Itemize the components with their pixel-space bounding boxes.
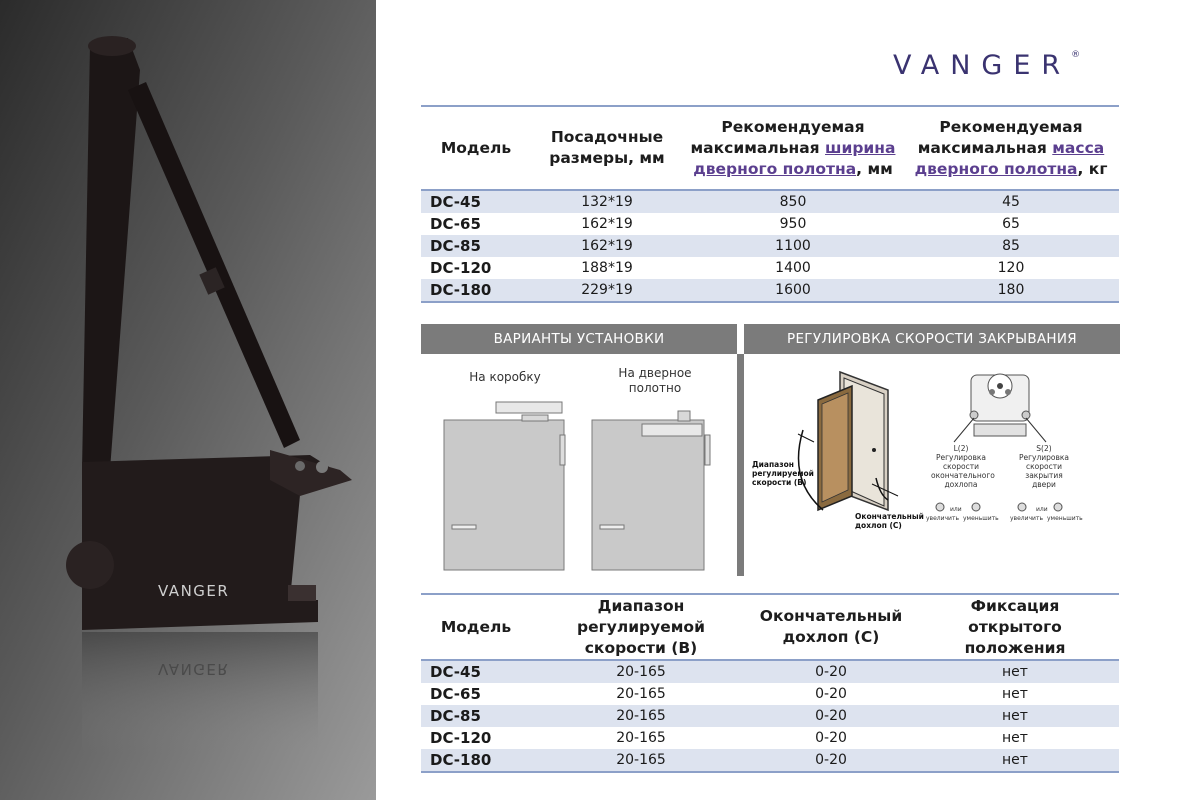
l2-decrease: уменьшить bbox=[963, 515, 999, 522]
cell-model: DC-120 bbox=[430, 259, 492, 277]
cell-hold: нет bbox=[911, 705, 1119, 727]
s2-desc-l4: двери bbox=[1032, 480, 1056, 489]
range-label-l3: скорости (B) bbox=[752, 478, 807, 487]
table-row bbox=[421, 683, 1119, 705]
final-slam-label-l2: дохлоп (C) bbox=[855, 521, 902, 530]
table-row bbox=[421, 190, 1119, 213]
l2-desc-l3: окончательного bbox=[931, 471, 995, 480]
header-mount-size bbox=[531, 106, 683, 190]
cell-size: 132*19 bbox=[531, 190, 683, 213]
frame-mount-label: На коробку bbox=[469, 370, 541, 384]
cell-hold: нет bbox=[911, 749, 1119, 772]
speed-adjust-bar: РЕГУЛИРОВКА СКОРОСТИ ЗАКРЫВАНИЯ bbox=[744, 324, 1120, 354]
cell-range: 20-165 bbox=[616, 730, 666, 746]
cell-size: 162*19 bbox=[581, 216, 633, 232]
l2-desc-l2: скорости bbox=[943, 462, 979, 471]
cell-mass: 45 bbox=[903, 190, 1119, 213]
header-hold-open-l2: открытого bbox=[968, 617, 1062, 636]
header-max-width-l2a: максимальная bbox=[690, 138, 826, 157]
header-final-slam-l1: Окончательный bbox=[759, 607, 903, 625]
header-max-width-l1: Рекомендуемая bbox=[721, 117, 865, 136]
l2-or: или bbox=[950, 506, 962, 513]
final-slam-label bbox=[855, 512, 924, 530]
range-label-l2: регулируемой bbox=[752, 469, 814, 478]
s2-decrease: уменьшить bbox=[1047, 515, 1083, 522]
l2-increase: увеличить bbox=[926, 515, 959, 522]
table-row bbox=[421, 213, 1119, 235]
cell-model: DC-45 bbox=[421, 660, 531, 683]
header-final-slam bbox=[751, 594, 911, 660]
cell-range: 20-165 bbox=[531, 660, 751, 683]
cell-range: 20-165 bbox=[531, 705, 751, 727]
s2-title: S(2) bbox=[1036, 444, 1052, 453]
install-options-drawing bbox=[430, 395, 730, 575]
header-speed-range-l2: регулируемой bbox=[577, 617, 705, 636]
cell-width: 950 bbox=[779, 216, 807, 232]
cell-model: DC-180 bbox=[421, 279, 531, 302]
cell-mass: 85 bbox=[903, 235, 1119, 257]
door-mount-label-l1: На дверное bbox=[618, 366, 692, 380]
cell-model: DC-65 bbox=[430, 685, 481, 703]
product-logo-reflection: VANGER bbox=[158, 660, 230, 678]
dimensions-table bbox=[421, 105, 1119, 303]
cell-model: DC-120 bbox=[430, 729, 492, 747]
l2-desc-l1: Регулировка bbox=[935, 453, 987, 462]
cell-model: DC-85 bbox=[421, 705, 531, 727]
s2-increase: увеличить bbox=[1010, 515, 1043, 522]
header-speed-range-l1: Диапазон bbox=[597, 596, 685, 615]
s2-adjust-label bbox=[1014, 444, 1074, 489]
header-max-width-l3a: дверного полотна bbox=[693, 159, 857, 178]
product-photo bbox=[0, 0, 376, 800]
header-model: Модель bbox=[440, 138, 512, 157]
header-hold-open bbox=[911, 594, 1119, 660]
header-max-mass-l1: Рекомендуемая bbox=[939, 117, 1083, 136]
table-row bbox=[421, 749, 1119, 772]
table-row bbox=[421, 727, 1119, 749]
range-label-l1: Диапазон bbox=[752, 460, 794, 469]
cell-model: DC-65 bbox=[430, 215, 481, 233]
cell-final: 0-20 bbox=[751, 749, 911, 772]
l2-adjust-label bbox=[931, 444, 995, 489]
cell-width: 850 bbox=[683, 190, 903, 213]
header-max-mass-l2a: максимальная bbox=[917, 138, 1053, 157]
l2-desc-l4: дохлопа bbox=[944, 480, 978, 489]
cell-width: 1100 bbox=[683, 235, 903, 257]
header-max-mass-l2b: масса bbox=[1052, 138, 1105, 157]
header-max-width-l3b: , мм bbox=[856, 159, 893, 178]
header-hold-open-l3: положения bbox=[964, 638, 1066, 657]
cell-model: DC-180 bbox=[421, 749, 531, 772]
table-row bbox=[421, 705, 1119, 727]
table-row bbox=[421, 279, 1119, 302]
cell-size: 188*19 bbox=[581, 260, 633, 276]
table-row bbox=[421, 257, 1119, 279]
s2-desc-l1: Регулировка bbox=[1018, 453, 1070, 462]
header-speed-range-l3: скорости (В) bbox=[584, 638, 698, 657]
header-hold-open-l1: Фиксация bbox=[970, 596, 1060, 615]
header-mount-size-l2: размеры, мм bbox=[549, 149, 665, 167]
cell-size: 162*19 bbox=[531, 235, 683, 257]
header-final-slam-l2: дохлоп (С) bbox=[782, 628, 880, 646]
cell-width: 1600 bbox=[683, 279, 903, 302]
header-mount-size-l1: Посадочные bbox=[550, 128, 664, 146]
header-max-width-l2b: ширина bbox=[825, 138, 896, 157]
cell-final: 0-20 bbox=[751, 705, 911, 727]
door-mount-label-l2: полотно bbox=[628, 381, 682, 395]
cell-range: 20-165 bbox=[616, 686, 666, 702]
cell-mass: 120 bbox=[997, 260, 1025, 276]
header-max-mass-l3a: дверного полотна bbox=[914, 159, 1078, 178]
cell-size: 229*19 bbox=[531, 279, 683, 302]
cell-final: 0-20 bbox=[751, 660, 911, 683]
table-row bbox=[421, 235, 1119, 257]
cell-final: 0-20 bbox=[815, 730, 847, 746]
door-mount-label bbox=[600, 366, 710, 396]
s2-or: или bbox=[1036, 506, 1048, 513]
cell-model: DC-45 bbox=[421, 190, 531, 213]
cell-mass: 180 bbox=[903, 279, 1119, 302]
cell-hold: нет bbox=[1002, 730, 1028, 746]
header-max-mass-l3b: , кг bbox=[1077, 159, 1108, 178]
table-row bbox=[421, 660, 1119, 683]
brand-logo-text: VANGER bbox=[893, 50, 1072, 81]
l2-title: L(2) bbox=[953, 444, 969, 453]
cell-mass: 65 bbox=[1002, 216, 1020, 232]
s2-desc-l2: скорости bbox=[1026, 462, 1062, 471]
cell-hold: нет bbox=[911, 660, 1119, 683]
registered-mark: ® bbox=[1071, 50, 1081, 60]
header-max-mass bbox=[903, 106, 1119, 190]
speed-table bbox=[421, 593, 1119, 773]
cell-final: 0-20 bbox=[815, 686, 847, 702]
product-logo: VANGER bbox=[158, 582, 230, 600]
cell-model: DC-85 bbox=[421, 235, 531, 257]
brand-logo bbox=[893, 50, 1113, 84]
header-speed-range bbox=[531, 594, 751, 660]
final-slam-label-l1: Окончательный bbox=[855, 512, 924, 521]
header-max-width bbox=[683, 106, 903, 190]
range-label bbox=[752, 460, 814, 487]
s2-desc-l3: закрытия bbox=[1025, 471, 1063, 480]
cell-range: 20-165 bbox=[531, 749, 751, 772]
header-model: Модель bbox=[440, 617, 512, 636]
section-divider bbox=[737, 354, 744, 576]
cell-hold: нет bbox=[1002, 686, 1028, 702]
install-options-bar: ВАРИАНТЫ УСТАНОВКИ bbox=[421, 324, 737, 354]
cell-width: 1400 bbox=[775, 260, 811, 276]
